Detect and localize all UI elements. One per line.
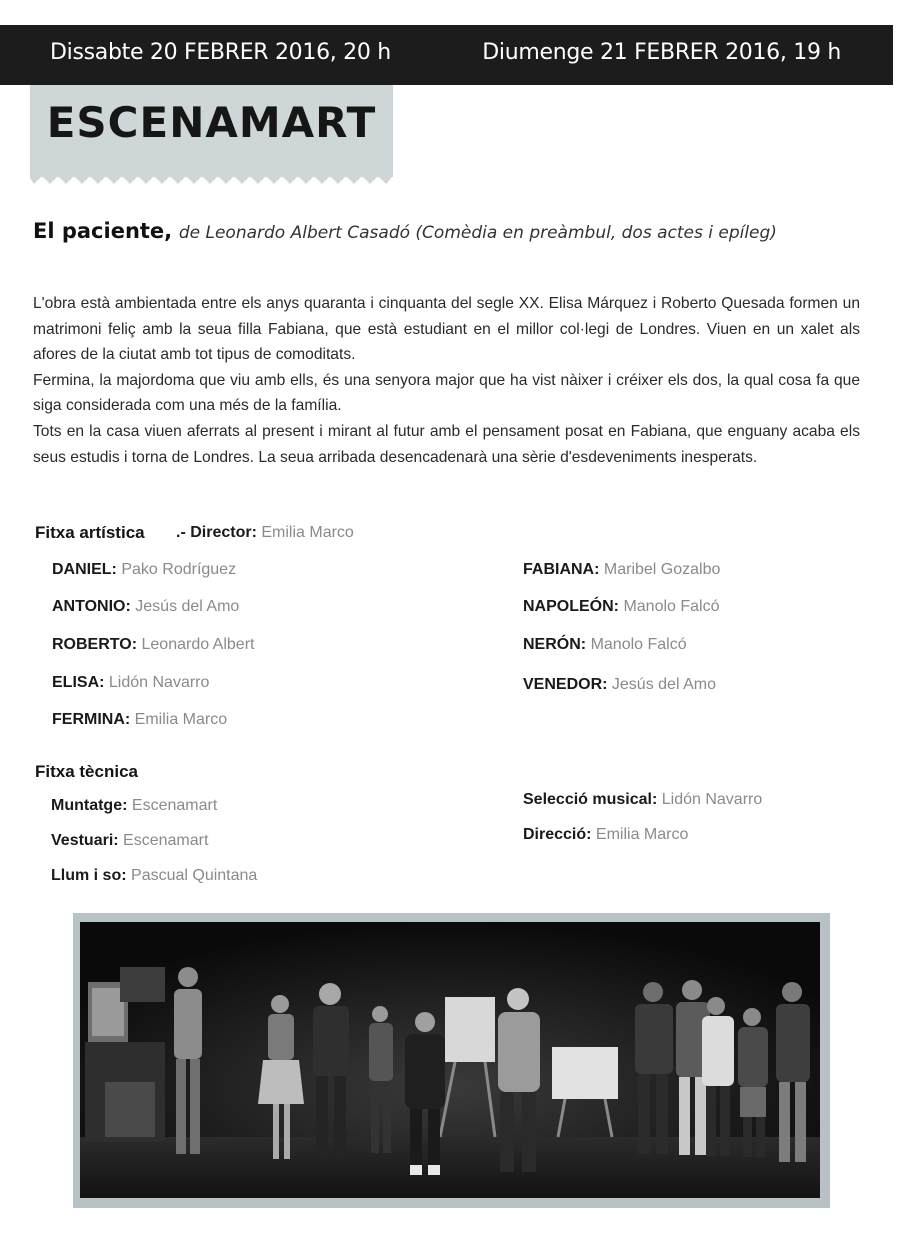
cast-credit — [52, 561, 236, 579]
cast-credit — [52, 598, 239, 616]
credit-name: Pascual Quintana — [131, 867, 258, 884]
credit-name: Manolo Falcó — [590, 636, 687, 653]
credit-role: ROBERTO: — [52, 636, 138, 653]
stage-photo — [80, 922, 820, 1198]
play-author: de Leonardo Albert Casadó (Comèdia en preàmbul, dos actes i epíleg) — [178, 223, 777, 243]
crew-credit — [51, 797, 217, 815]
credit-role: NAPOLEÓN: — [523, 598, 619, 615]
credit-name: Escenamart — [131, 797, 218, 814]
credit-role: ANTONIO: — [52, 598, 131, 615]
credit-name: Lidón Navarro — [661, 791, 763, 808]
synopsis-paragraph: L'obra està ambientada entre els anys quaranta i cinquanta del segle XX. Elisa Márquez i Roberto Quesada formen un matrimoni feliç amb la seua filla Fabiana, que està estudiant en el millor col·legi de Londres. Viuen en un xalet als afores de la ciutat amb tot tipus de comoditats. — [33, 295, 860, 364]
credit-name: Lidón Navarro — [108, 674, 210, 691]
synopsis-paragraph: Tots en la casa viuen aferrats al present i mirant al futur amb el pensament posat en Fabiana, que enguany acaba els seus estudis i torna de Londres. La seua arribada desencadenarà una sèrie d'esdeveniments inesperats. — [33, 422, 860, 466]
credit-role: Muntatge: — [51, 797, 128, 814]
credit-role: Vestuari: — [51, 832, 119, 849]
cast-credit — [52, 711, 227, 729]
credit-role: VENEDOR: — [523, 676, 608, 693]
synopsis-paragraph: Fermina, la majordoma que viu amb ells, és una senyora major que ha vist nàixer i créixer els dos, la qual cosa fa que siga considerada com una més de la família. — [33, 371, 860, 415]
credit-role: .- Director: — [176, 524, 257, 541]
cast-credit — [52, 674, 209, 692]
artistic-heading: Fitxa artística — [35, 523, 145, 542]
cast-credit — [523, 598, 720, 616]
credit-role: NERÓN: — [523, 636, 587, 653]
credit-role: FERMINA: — [52, 711, 131, 728]
director-credit — [176, 524, 354, 542]
date-saturday: Dissabte 20 FEBRER 2016, 20 h — [50, 40, 391, 65]
play-heading — [33, 219, 873, 243]
credit-name: Emilia Marco — [134, 711, 228, 728]
credit-name: Pako Rodríguez — [121, 561, 237, 578]
credit-role: FABIANA: — [523, 561, 600, 578]
credit-role: ELISA: — [52, 674, 105, 691]
credit-role: DANIEL: — [52, 561, 117, 578]
credit-role: Direcció: — [523, 826, 592, 843]
credit-name: Jesús del Amo — [135, 598, 240, 615]
crew-credit — [51, 867, 257, 885]
credit-role: Llum i so: — [51, 867, 127, 884]
synopsis — [33, 291, 860, 470]
credit-role: Selecció musical: — [523, 791, 658, 808]
banner-zigzag-edge — [30, 170, 393, 186]
credit-name: Manolo Falcó — [623, 598, 720, 615]
cast-credit — [52, 636, 254, 654]
crew-credit — [51, 832, 208, 850]
company-name: ESCENAMART — [46, 98, 377, 147]
credit-name: Emilia Marco — [595, 826, 689, 843]
credit-name: Emilia Marco — [261, 524, 354, 541]
credit-name: Jesús del Amo — [611, 676, 716, 693]
date-sunday: Diumenge 21 FEBRER 2016, 19 h — [482, 40, 841, 65]
stage-photo-illustration — [80, 922, 820, 1198]
credit-name: Maribel Gozalbo — [603, 561, 721, 578]
credit-name: Escenamart — [123, 832, 209, 849]
cast-credit — [523, 636, 687, 654]
date-bar — [0, 25, 893, 85]
crew-credit — [523, 791, 762, 809]
credit-name: Leonardo Albert — [141, 636, 255, 653]
play-title: El paciente, — [33, 219, 173, 243]
technical-heading: Fitxa tècnica — [35, 762, 138, 781]
cast-credit — [523, 676, 716, 694]
crew-credit — [523, 826, 688, 844]
cast-credit — [523, 561, 720, 579]
